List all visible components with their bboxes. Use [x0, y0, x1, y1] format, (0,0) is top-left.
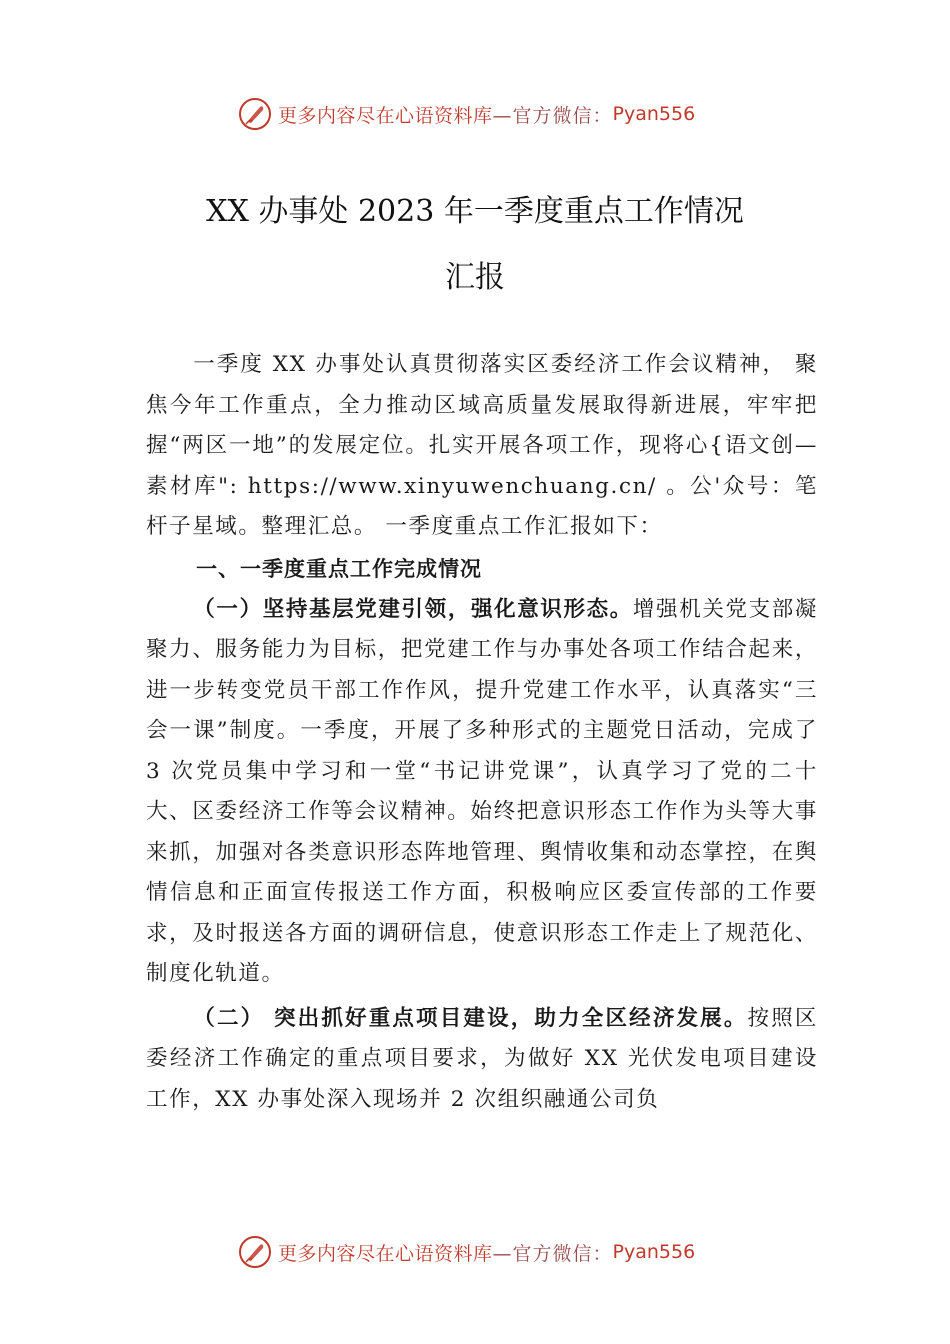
watermark-text-label: —官方微信： [492, 1242, 613, 1265]
quill-logo-icon [238, 1235, 272, 1269]
document-title-line1: XX 办事处 2023 年一季度重点工作情况 [206, 194, 744, 229]
quill-logo-icon [238, 97, 272, 131]
watermark-text-id: Pyan556 [612, 103, 696, 125]
watermark-footer [0, 1232, 950, 1272]
section-heading-1: 一、一季度重点工作完成情况 [196, 556, 482, 581]
intro-paragraph: 一季度 XX 办事处认真贯彻落实区委经济工作会议精神， 聚焦今年工作重点，全力推动区域高质量发展取得新进展，牢牢把握“两区一地”的发展定位。扎实开展各项工作，现将心{语文创—素材库": https://www.xinyuwenchuang.cn/ 。公'众号：笔杆子星域。整理汇总。 一季度重点工作汇报如下： [146, 352, 818, 539]
watermark-header [0, 94, 950, 134]
watermark-text-main: 更多内容尽在心语资料库 [278, 1242, 493, 1265]
item-1-body: 增强机关党支部凝聚力、服务能力为目标，把党建工作与办事处各项工作结合起来，进一步转变党员干部工作作风，提升党建工作水平，认真落实“三会一课”制度。一季度，开展了多种形式的主题党日活动，完成了 3 次党员集中学习和一堂“书记讲党课”，认真学习了党的二十大、区委经济工作等会议精神。始终把意识形态工作作为头等大事来抓，加强对各类意识形态阵地管理、舆情收集和动态掌控，在舆情信息和正面宣传报送工作方面，积极响应区委宣传部的工作要求，及时报送各方面的调研信息，使意识形态工作走上了规范化、制度化轨道。 [146, 596, 818, 986]
document-body [146, 345, 818, 1120]
watermark-text-main: 更多内容尽在心语资料库 [278, 104, 493, 127]
item-2-paragraph [146, 999, 818, 1121]
watermark-text-label: —官方微信： [492, 104, 613, 127]
item-1-heading: （一）坚持基层党建引领，强化意识形态。 [193, 596, 633, 622]
item-1-paragraph [146, 590, 818, 995]
item-2-heading: （二） 突出抓好重点项目建设，助力全区经济发展。 [193, 1005, 748, 1031]
watermark-text-id: Pyan556 [612, 1241, 696, 1263]
document-title-line2: 汇报 [445, 260, 505, 295]
item-2-body: 按照区委经济工作确定的重点项目要求，为做好 XX 光伏发电项目建设工作，XX 办事处深入现场并 2 次组织融通公司负 [146, 1005, 818, 1112]
